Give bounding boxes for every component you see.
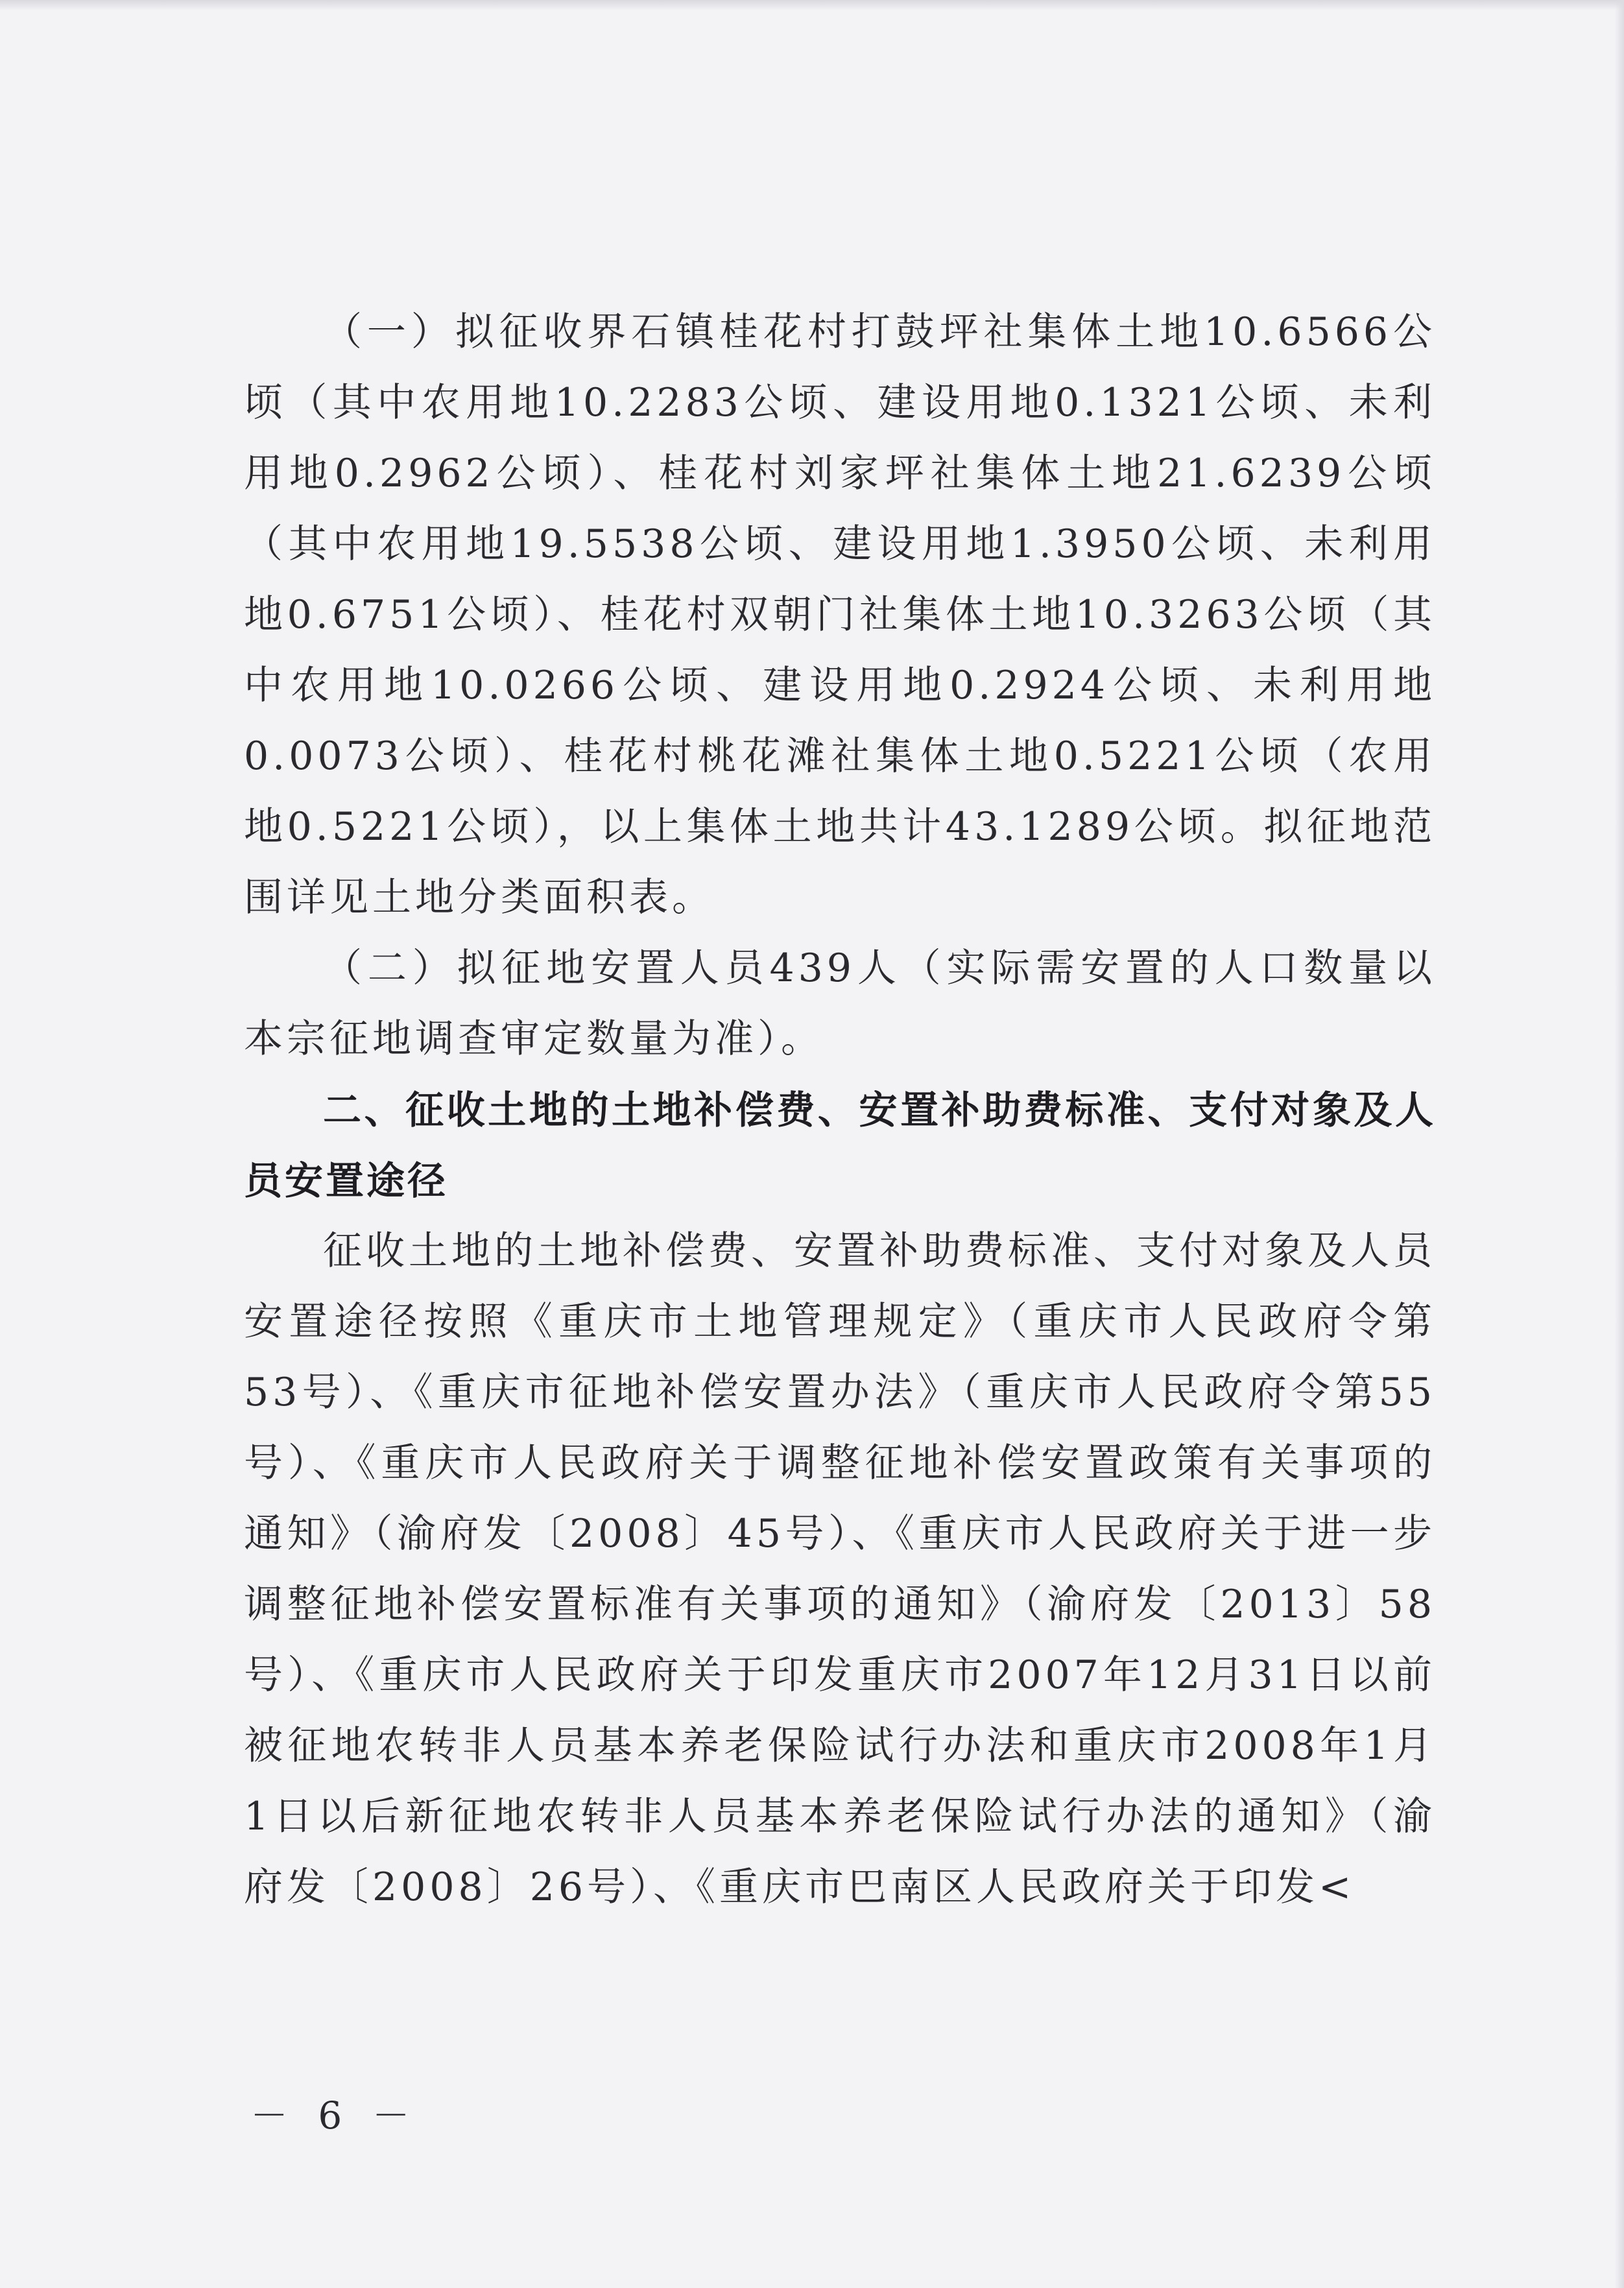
paragraph-resettlement-people: （二）拟征地安置人员439人（实际需安置的人口数量以本宗征地调查审定数量为准）。 [244,946,1436,1062]
scan-edge-right [1615,0,1624,2288]
page-number: － 6 － [250,2093,419,2138]
document-body [244,297,1436,1923]
section-heading: 二、征收土地的土地补偿费、安置补助费标准、支付对象及人员安置途径 [244,1088,1436,1203]
paragraph-compensation-basis: 征收土地的土地补偿费、安置补助费标准、支付对象及人员安置途径按照《重庆市土地管理规定》（重庆市人民政府令第53号）、《重庆市征地补偿安置办法》（重庆市人民政府令第55号）、《重庆市人民政府关于调整征地补偿安置政策有关事项的通知》（渝府发〔2008〕45号）、《重庆市人民政府关于进一步调整征地补偿安置标准有关事项的通知》（渝府发〔2013〕58号）、《重庆市人民政府关于印发重庆市2007年12月31日以前被征地农转非人员基本养老保险试行办法和重庆市2008年1月1日以后新征地农转非人员基本养老保险试行办法的通知》（渝府发〔2008〕26号）、《重庆市巴南区人民政府关于印发< [244,1228,1436,1910]
scan-edge-top [0,0,1624,10]
paragraph-land-area: （一）拟征收界石镇桂花村打鼓坪社集体土地10.6566公顷（其中农用地10.2283公顷、建设用地0.1321公顷、未利用地0.2962公顷）、桂花村刘家坪社集体土地21.6239公顷（其中农用地19.5538公顷、建设用地1.3950公顷、未利用地0.6751公顷）、桂花村双朝门社集体土地10.3263公顷（其中农用地10.0266公顷、建设用地0.2924公顷、未利用地0.0073公顷）、桂花村桃花滩社集体土地0.5221公顷（农用地0.5221公顷），以上集体土地共计43.1289公顷。拟征地范围详见土地分类面积表。 [244,309,1436,920]
